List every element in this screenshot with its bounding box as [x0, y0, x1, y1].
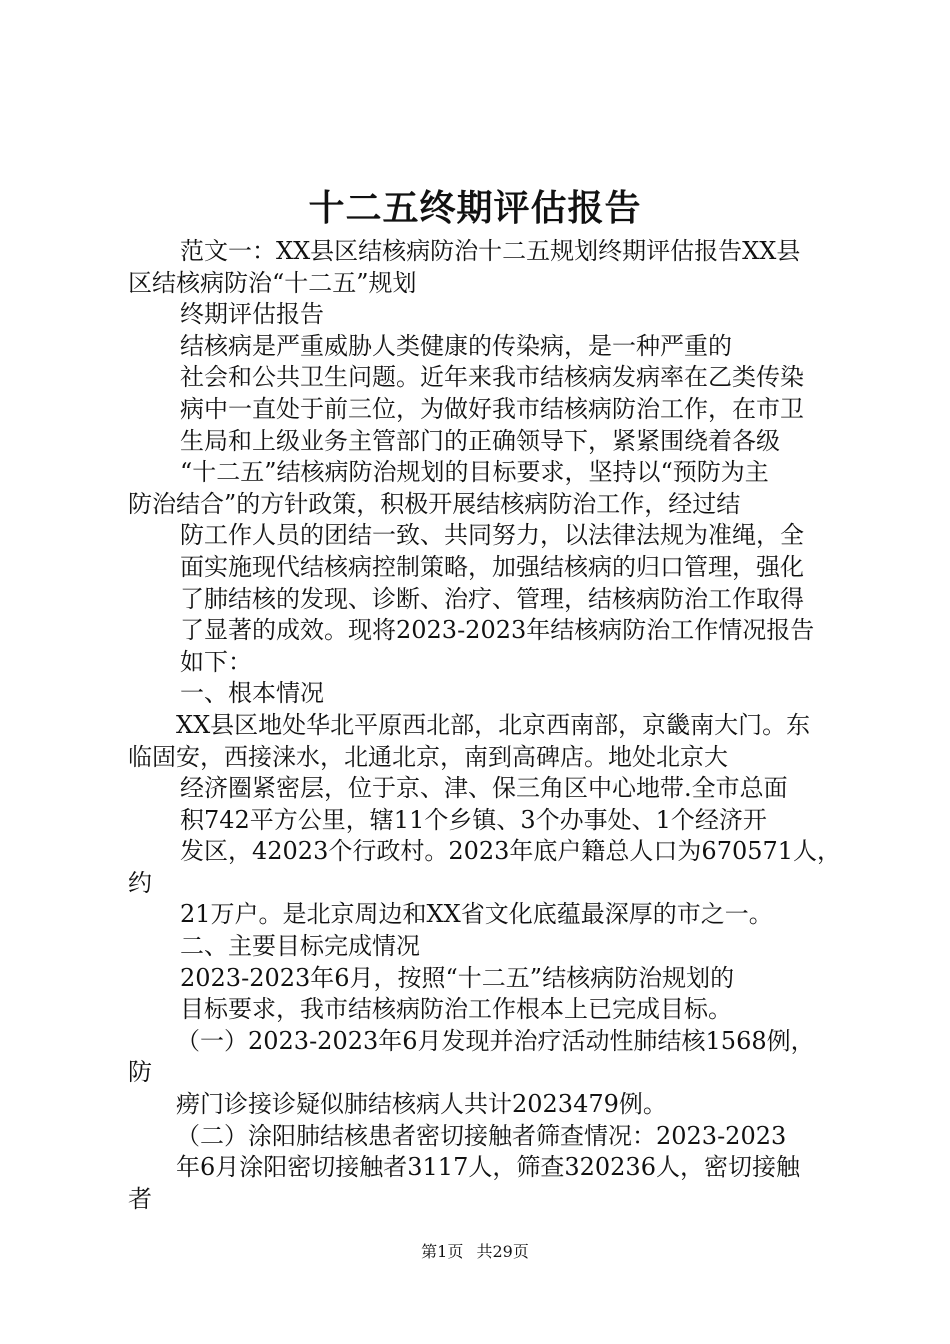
body-line: 者 — [128, 1184, 152, 1213]
document-body — [128, 236, 848, 1215]
page-footer — [0, 1240, 950, 1264]
body-line: 临固安，西接涞水，北通北京，南到高碑店。地处北京大 — [128, 742, 728, 771]
body-line: 约 — [128, 868, 152, 897]
body-line: 范文一：XX县区结核病防治十二五规划终期评估报告XX县 — [180, 237, 801, 265]
body-line: 一、根本情况 — [180, 679, 324, 708]
page-number: 第1页 — [421, 1242, 464, 1261]
body-line: XX县区地处华北平原西北部，北京西南部，京畿南大门。东 — [176, 710, 811, 739]
body-line: 病中一直处于前三位，为做好我市结核病防治工作，在市卫 — [180, 394, 804, 423]
body-line: 积742平方公里，辖11个乡镇、3个办事处、1个经济开 — [180, 805, 767, 834]
document-title: 十二五终期评估报告 — [308, 187, 642, 229]
body-line: 了肺结核的发现、诊断、治疗、管理，结核病防治工作取得 — [180, 584, 804, 613]
body-line: 面实施现代结核病控制策略，加强结核病的归口管理，强化 — [180, 552, 804, 581]
body-line: 痨门诊接诊疑似肺结核病人共计2023479例。 — [176, 1090, 667, 1119]
body-line: 2023-2023年6月，按照“十二五”结核病防治规划的 — [180, 963, 735, 992]
body-line: 如下： — [180, 647, 252, 676]
body-line: 防 — [128, 1058, 152, 1087]
body-line: 了显著的成效。现将2023-2023年结核病防治工作情况报告 — [180, 616, 815, 645]
body-line: 终期评估报告 — [180, 300, 324, 329]
body-line: （一）2023-2023年6月发现并治疗活动性肺结核1568例， — [176, 1026, 815, 1055]
body-line: 21万户。是北京周边和XX省文化底蕴最深厚的市之一。 — [180, 900, 773, 929]
body-line: 目标要求，我市结核病防治工作根本上已完成目标。 — [180, 995, 732, 1024]
body-line: “十二五”结核病防治规划的目标要求，坚持以“预防为主 — [180, 458, 769, 487]
body-line: 区结核病防治“十二五”规划 — [128, 268, 417, 297]
body-line: 防治结合”的方针政策，积极开展结核病防治工作，经过结 — [128, 489, 741, 518]
body-line: 发区，42023个行政村。2023年底户籍总人口为670571人， — [180, 837, 842, 866]
body-line: 防工作人员的团结一致、共同努力，以法律法规为准绳，全 — [180, 521, 804, 550]
body-line: （二）涂阳肺结核患者密切接触者筛查情况：2023-2023 — [176, 1121, 787, 1150]
body-line: 二、主要目标完成情况 — [180, 932, 420, 961]
page-total: 共29页 — [476, 1242, 529, 1261]
body-line: 结核病是严重威胁人类健康的传染病，是一种严重的 — [180, 331, 732, 360]
body-line: 社会和公共卫生问题。近年来我市结核病发病率在乙类传染 — [180, 363, 804, 392]
body-line: 经济圈紧密层，位于京、津、保三角区中心地带.全市总面 — [180, 774, 788, 803]
body-line: 年6月涂阳密切接触者3117人，筛查320236人，密切接触 — [176, 1153, 800, 1182]
body-line: 生局和上级业务主管部门的正确领导下，紧紧围绕着各级 — [180, 426, 780, 455]
